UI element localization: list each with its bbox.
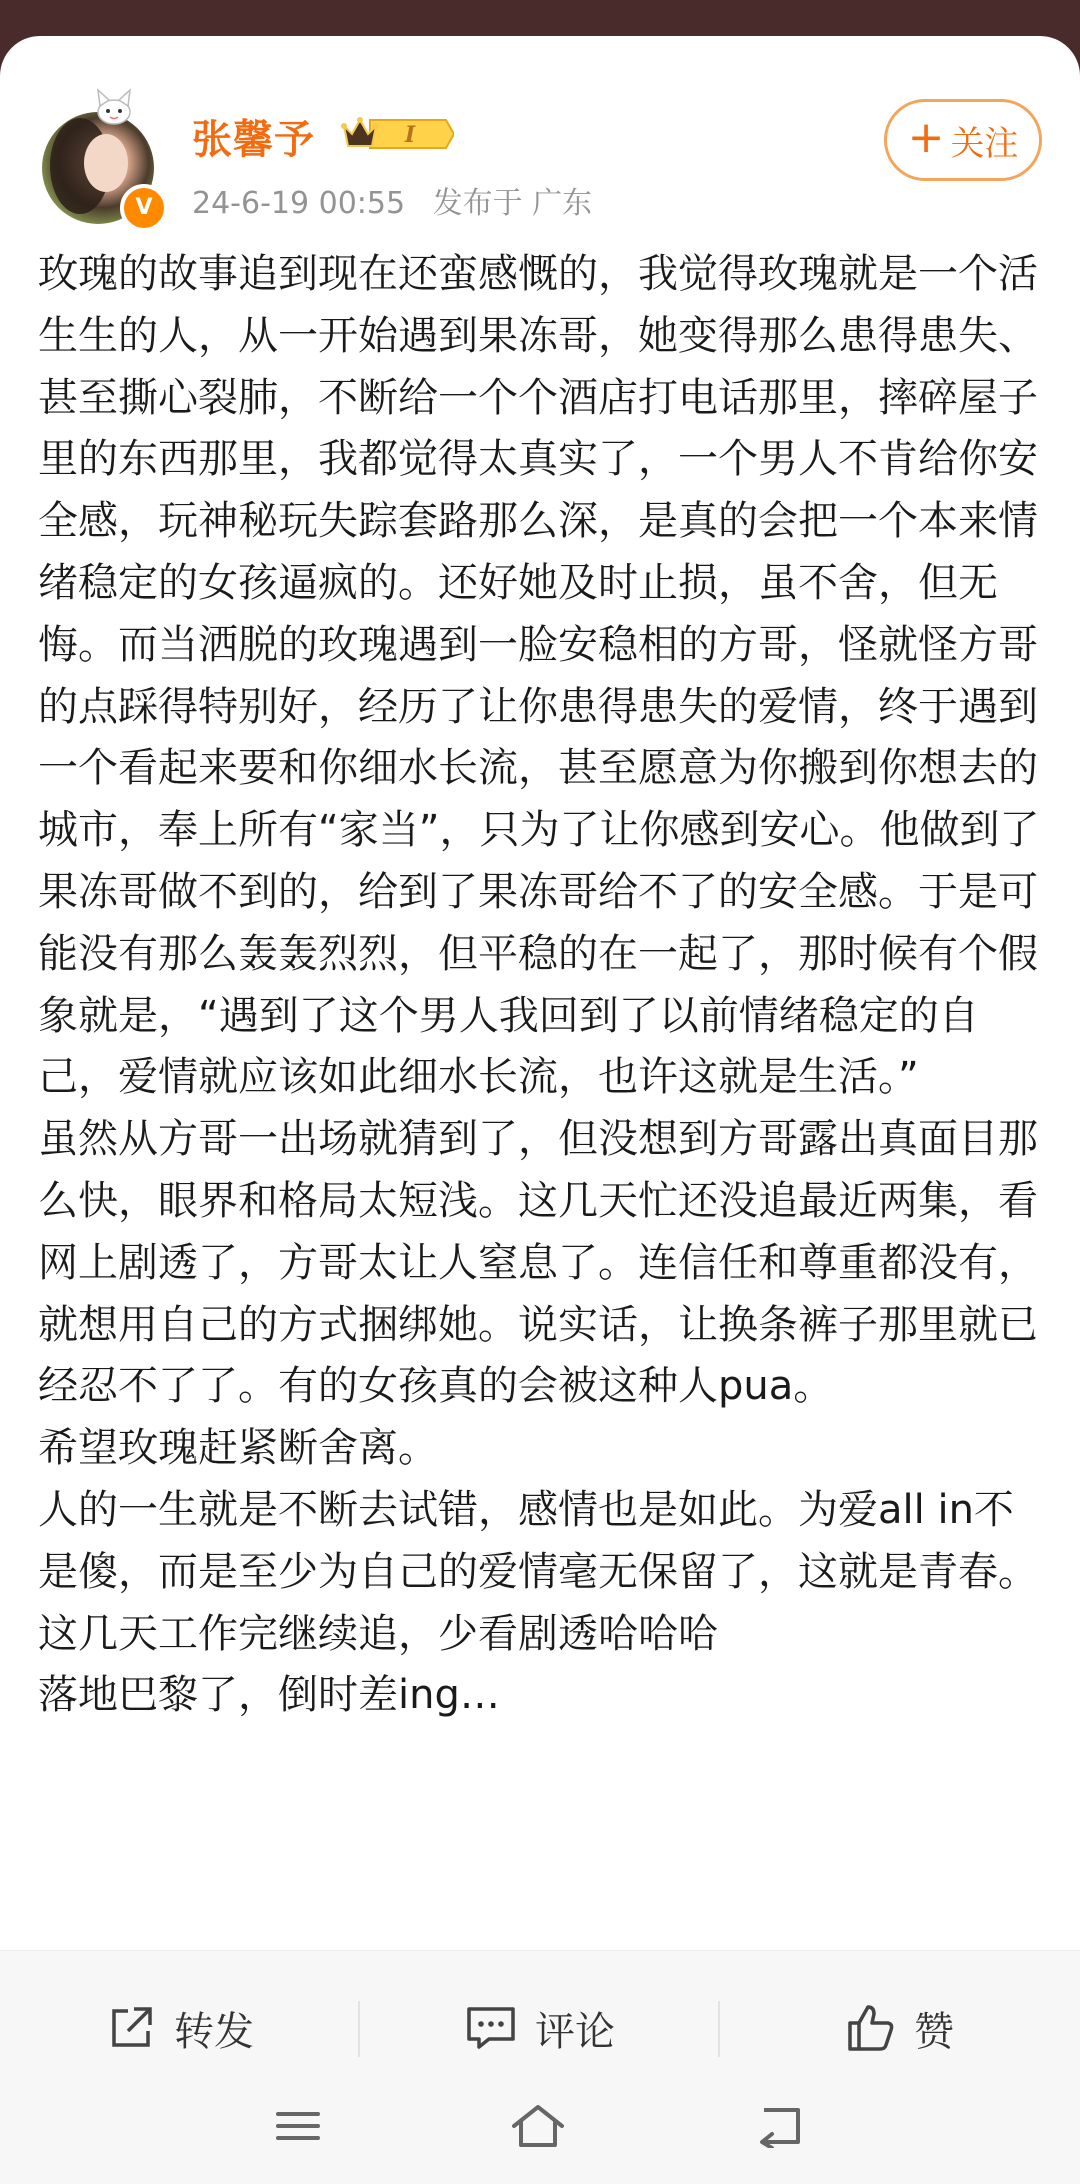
post-paragraph: 落地巴黎了，倒时差ing… (38, 1672, 500, 1719)
post-card (0, 36, 1080, 2184)
post-paragraph: 虽然从方哥一出场就猜到了，但没想到方哥露出真面目那么快，眼界和格局太短浅。这几天忙还没追最近两集，看网上剧透了，方哥太让人窒息了。连信任和尊重都没有，就想用自己的方式捆绑她。说实话，让换条裤子那里就已经忍不了了。有的女孩真的会被这种人pua。 (38, 1116, 1038, 1410)
vip-level-text: I (404, 122, 416, 148)
system-nav-bar (0, 2068, 1080, 2184)
username[interactable]: 张馨予 (192, 117, 315, 163)
thumbs-up-icon (846, 2003, 896, 2053)
post-time: 24-6-19 00:55 (192, 186, 406, 221)
post-paragraph: 希望玫瑰赶紧断舍离。 (38, 1425, 438, 1472)
comment-icon (465, 2003, 517, 2053)
home-icon[interactable] (509, 2102, 567, 2150)
post-paragraph: 玫瑰的故事追到现在还蛮感慨的，我觉得玫瑰就是一个活生生的人，从一开始遇到果冻哥，她变得那么患得患失、甚至撕心裂肺，不断给一个个酒店打电话那里，摔碎屋子里的东西那里，我都觉得太真实了，一个男人不肯给你安全感，玩神秘玩失踪套路那么深，是真的会把一个本来情绪稳定的女孩逼疯的。还好她及时止损，虽不舍，但无悔。而当洒脱的玫瑰遇到一脸安稳相的方哥，怪就怪方哥的点踩得特别好，经历了让你患得患失的爱情，终于遇到一个看起来要和你细水长流，甚至愿意为你搬到你想去的城市，奉上所有“家当”，只为了让你感到安心。他做到了果冻哥做不到的，给到了果冻哥给不了的安全感。于是可能没有那么轰轰烈烈，但平稳的在一起了，那时候有个假象就是，“遇到了这个男人我回到了以前情绪稳定的自己，爱情就应该如此细水长流，也许这就是生活。” (38, 251, 1040, 1101)
back-icon[interactable] (754, 2104, 806, 2148)
verified-badge: V (120, 184, 168, 232)
post-paragraph: 这几天工作完继续追，少看剧透哈哈哈 (38, 1610, 718, 1657)
repost-label: 转发 (174, 2008, 254, 2055)
follow-label: 关注 (950, 123, 1019, 164)
avatar-face (84, 134, 128, 192)
comment-label: 评论 (535, 2008, 615, 2055)
menu-icon[interactable] (274, 2106, 322, 2146)
post-meta (192, 178, 592, 222)
share-icon (106, 2003, 156, 2053)
post-location: 发布于 广东 (432, 186, 593, 221)
plus-icon: + (907, 112, 945, 163)
vip-crown-icon[interactable] (338, 112, 454, 156)
follow-button[interactable] (884, 99, 1042, 181)
post-body (38, 244, 1048, 1727)
like-label: 赞 (914, 2008, 954, 2055)
post-paragraph: 人的一生就是不断去试错，感情也是如此。为爱all in不是傻，而是至少为自己的爱情毫无保留了，这就是青春。 (38, 1486, 1038, 1595)
avatar-pendant-icon (92, 86, 136, 126)
